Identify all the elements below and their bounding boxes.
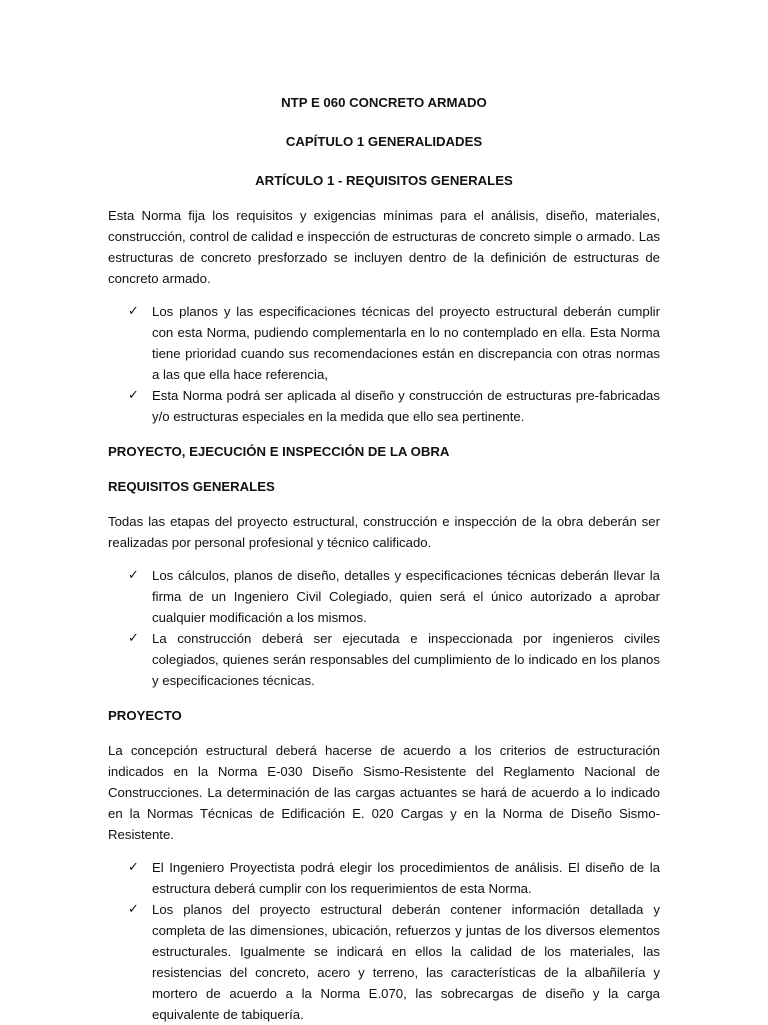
section-heading-project-execution: PROYECTO, EJECUCIÓN E INSPECCIÓN DE LA OBRA [108, 444, 450, 459]
checkmark-icon: ✓ [128, 304, 139, 319]
list-item-text: Esta Norma podrá ser aplicada al diseño y construcción de estructuras pre-fabricadas y/o estructuras especiales en la medida que ello sea pertinente. [152, 388, 660, 424]
list-item [128, 899, 660, 1025]
project-bullet-list [108, 857, 660, 1025]
document-title: NTP E 060 CONCRETO ARMADO [281, 95, 487, 110]
checkmark-icon: ✓ [128, 860, 139, 875]
list-item [128, 565, 660, 628]
checkmark-icon: ✓ [128, 388, 139, 403]
section-heading-project: PROYECTO [108, 708, 182, 723]
checkmark-icon: ✓ [128, 631, 139, 646]
document-page [108, 84, 660, 1025]
list-item-text: El Ingeniero Proyectista podrá elegir los procedimientos de análisis. El diseño de la estructura deberá cumplir con los requerimientos de esta Norma. [152, 860, 660, 896]
intro-paragraph: Esta Norma fija los requisitos y exigencias mínimas para el análisis, diseño, materiales, construcción, control de calidad e inspección de estructuras de concreto simple o armado. Las estructuras de concreto presforzado se incluyen dentro de la definición de estructuras de concreto armado. [108, 208, 660, 286]
intro-bullet-list [108, 301, 660, 427]
list-item-text: La construcción deberá ser ejecutada e inspeccionada por ingenieros civiles colegiados, quienes serán responsables del cumplimiento de lo indicado en los planos y especificaciones técnicas. [152, 631, 660, 688]
list-item [128, 385, 660, 427]
article-heading: ARTÍCULO 1 - REQUISITOS GENERALES [255, 173, 513, 188]
chapter-heading: CAPÍTULO 1 GENERALIDADES [285, 134, 483, 149]
checkmark-icon: ✓ [128, 568, 139, 583]
list-item-text: Los planos y las especificaciones técnicas del proyecto estructural deberán cumplir con esta Norma, pudiendo complementarla en lo no contemplado en ella. Esta Norma tiene prioridad cuando sus recomendaciones están en discrepancia con otras normas a las que ella hace referencia, [152, 304, 660, 382]
list-item [128, 628, 660, 691]
project-paragraph: La concepción estructural deberá hacerse de acuerdo a los criterios de estructuración indicados en la Norma E-030 Diseño Sismo-Resistente del Reglamento Nacional de Construcciones. La determinación de las cargas actuantes se hará de acuerdo a lo indicado en la Normas Técnicas de Edificación E. 020 Cargas y en la Norma de Diseño Sismo-Resistente. [108, 743, 660, 842]
list-item [128, 857, 660, 899]
section-heading-general-requirements: REQUISITOS GENERALES [108, 479, 275, 494]
checkmark-icon: ✓ [128, 902, 139, 917]
list-item-text: Los planos del proyecto estructural deberán contener información detallada y completa de las dimensiones, ubicación, refuerzos y juntas de los diversos elementos estructurales. Igualmente se indicará en ellos la calidad de los materiales, las resistencias del concreto, acero y terreno, las características de la albañilería y mortero de acuerdo a la Norma E.070, las sobrecargas de diseño y la carga equivalente de tabiquería. [152, 902, 660, 1022]
general-requirements-bullet-list [108, 565, 660, 691]
list-item [128, 301, 660, 385]
list-item-text: Los cálculos, planos de diseño, detalles y especificaciones técnicas deberán llevar la firma de un Ingeniero Civil Colegiado, quien será el único autorizado a aprobar cualquier modificación a los mismos. [152, 568, 660, 625]
general-requirements-paragraph: Todas las etapas del proyecto estructural, construcción e inspección de la obra deberán ser realizadas por personal profesional y técnico calificado. [108, 514, 660, 550]
